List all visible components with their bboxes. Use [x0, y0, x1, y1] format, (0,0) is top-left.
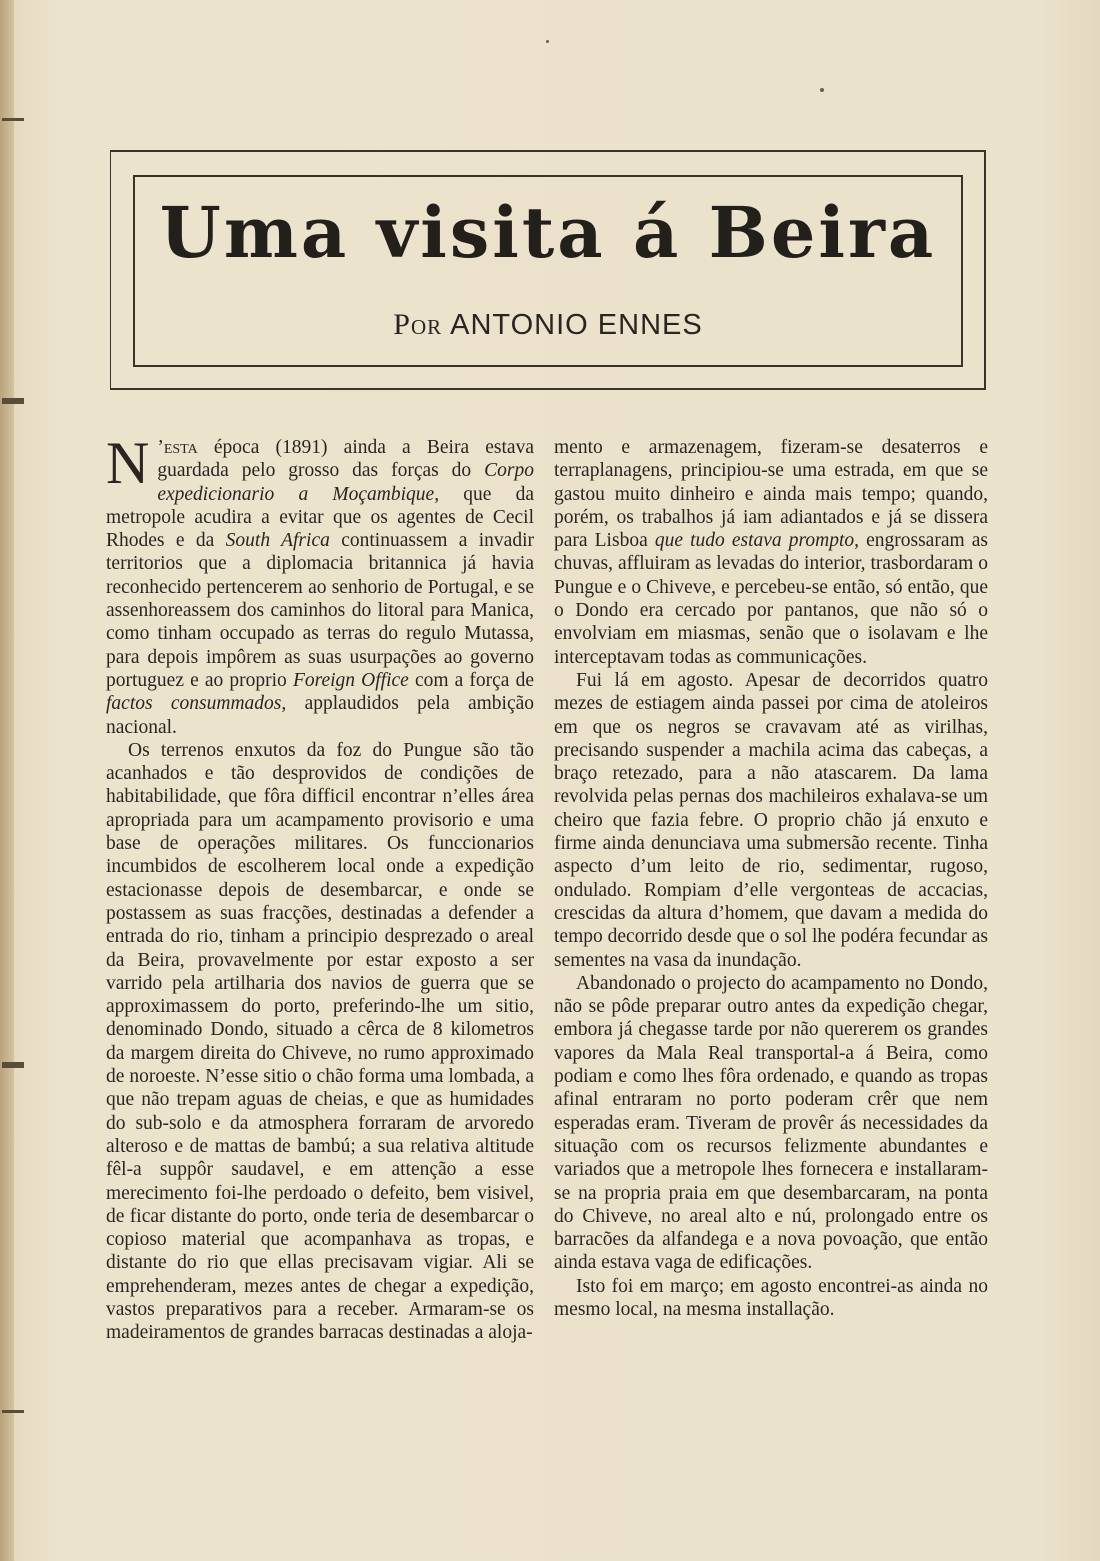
paragraph: Abandonado o projecto do acampamento no Dondo, não se pôde preparar outro antes da expedição chegar, embora já chegasse tarde por não quererem os grandes vapores da Mala Real transportal-a á Beira, como podiam e como lhes fôra ordenado, e quando as tropas afinal entraram no porto poderam crêr que nem esperadas eram. Tiveram de provêr ás necessidades da situação com os recursos felizmente abundantes e variados que a metropole lhes fornecera e installaram-se na propria praia em que desembarcaram, na ponta do Chiveve, no areal alto e nú, prolongado entre os barracões da alfandega e a nova povoação, que então ainda estava vaga de edificações. [554, 972, 988, 1274]
author-name: ANTONIO ENNES [450, 309, 703, 341]
paragraph: Os terrenos enxutos da foz do Pungue são tão acanhados e tão desprovidos de condições de habitabilidade, que fôra difficil encontrar n’elles área apropriada para um acampamento provisorio e uma base de operações militares. Os funccionarios incumbidos de escolherem local onde a expedição estacionasse depois de desembarcar, e onde se postassem as suas fracções, destinadas a defender a entrada do rio, tinham a principio desprezado o areal da Beira, provavelmente por estar exposto a ser varrido pela artilharia dos navios de guerra que se approximassem do porto, preferindo-lhe um sitio, denominado Dondo, situado a cêrca de 8 kilometros da margem direita do Chiveve, no rumo approximado de noroeste. N’esse sitio o chão forma uma lombada, a que não trepam aguas de cheias, e que as humidades do sub-solo e da atmosphera forraram de arvoredo alteroso e de mattas de bambú; a sua relativa altitude fêl-a suppôr saudavel, e em attenção a esse merecimento foi-lhe perdoado o defeito, bem visivel, de ficar distante do porto, onde teria de desembarcar o copioso material que acompanhava as tropas, e distante do rio que ellas precisavam vigiar. Ali se emprehenderam, mezes antes de chegar a expedição, vastos preparativos para a receber. Armaram-se os madeiramentos de grandes barracas destinadas a aloja- [106, 739, 534, 1344]
paragraph: Isto foi em março; em agosto encontrei-as ainda no mesmo local, na mesma installação. [554, 1275, 988, 1320]
byline-prefix: Por [393, 308, 443, 341]
drop-cap: N [106, 430, 150, 496]
binding-mark [2, 1410, 24, 1413]
paragraph: mento e armazenagem, fizeram-se desaterros e terraplanagens, principiou-se uma estrada, em que se gastou muito dinheiro e ainda mais tempo; quando, porém, os trabalhos já iam adiantados e já se dissera para Lisboa que tudo estava prompto, engrossaram as chuvas, affluiram as levadas do interior, trasbordaram o Pungue e o Chiveve, e percebeu-se então, só então, que o Dondo era cercado por pantanos, que não só o envolviam em miasmas, senão que o isolavam e lhe interceptavam todas as communicações. [554, 437, 988, 668]
binding-mark [2, 398, 24, 404]
article-byline [133, 308, 963, 342]
paper-speck [820, 88, 824, 92]
article-title: Uma visita á Beira [159, 191, 937, 274]
text-column-right [554, 436, 988, 1321]
text-column-left [106, 430, 535, 1345]
page-binding [0, 0, 14, 1561]
paper-speck [546, 40, 549, 43]
binding-mark [2, 118, 24, 121]
binding-mark [2, 1062, 24, 1068]
paragraph: N ’esta época (1891) ainda a Beira estava guardada pelo grosso das forças do Corpo expedicionario a Moçambique, que da metropole acudira a evitar que os agentes de Cecil Rhodes e da South Africa continuassem a invadir territorios que a diplomacia britannica já havia reconhecido pertencerem ao senhorio de Portugal, e se assenhoreassem dos caminhos do litoral para Manica, como tinham occupado as terras do regulo Mutassa, para depois impôrem as suas usurpações ao governo portuguez e ao proprio Foreign Office com a força de factos consummados, applaudidos pela ambição nacional. [106, 430, 535, 738]
paragraph: Fui lá em agosto. Apesar de decorridos quatro mezes de estiagem ainda passei por cima de atoleiros em que os negros se cravavam até as virilhas, precisando suspender a machila acima das cabeças, a braço retezado, para a não atascarem. Da lama revolvida pelas pernas dos machileiros exhalava-se um cheiro que fazia febre. O proprio chão já enxuto e firme ainda denunciava uma submersão recente. Tinha aspecto d’um leito de rio, sedimentar, rugoso, ondulado. Rompiam d’elle vergonteas de accacias, crescidas da altura d’homem, que davam a medida do tempo decorrido desde que o sol lhe podéra fecundar as sementes na vasa da inundação. [554, 669, 988, 971]
